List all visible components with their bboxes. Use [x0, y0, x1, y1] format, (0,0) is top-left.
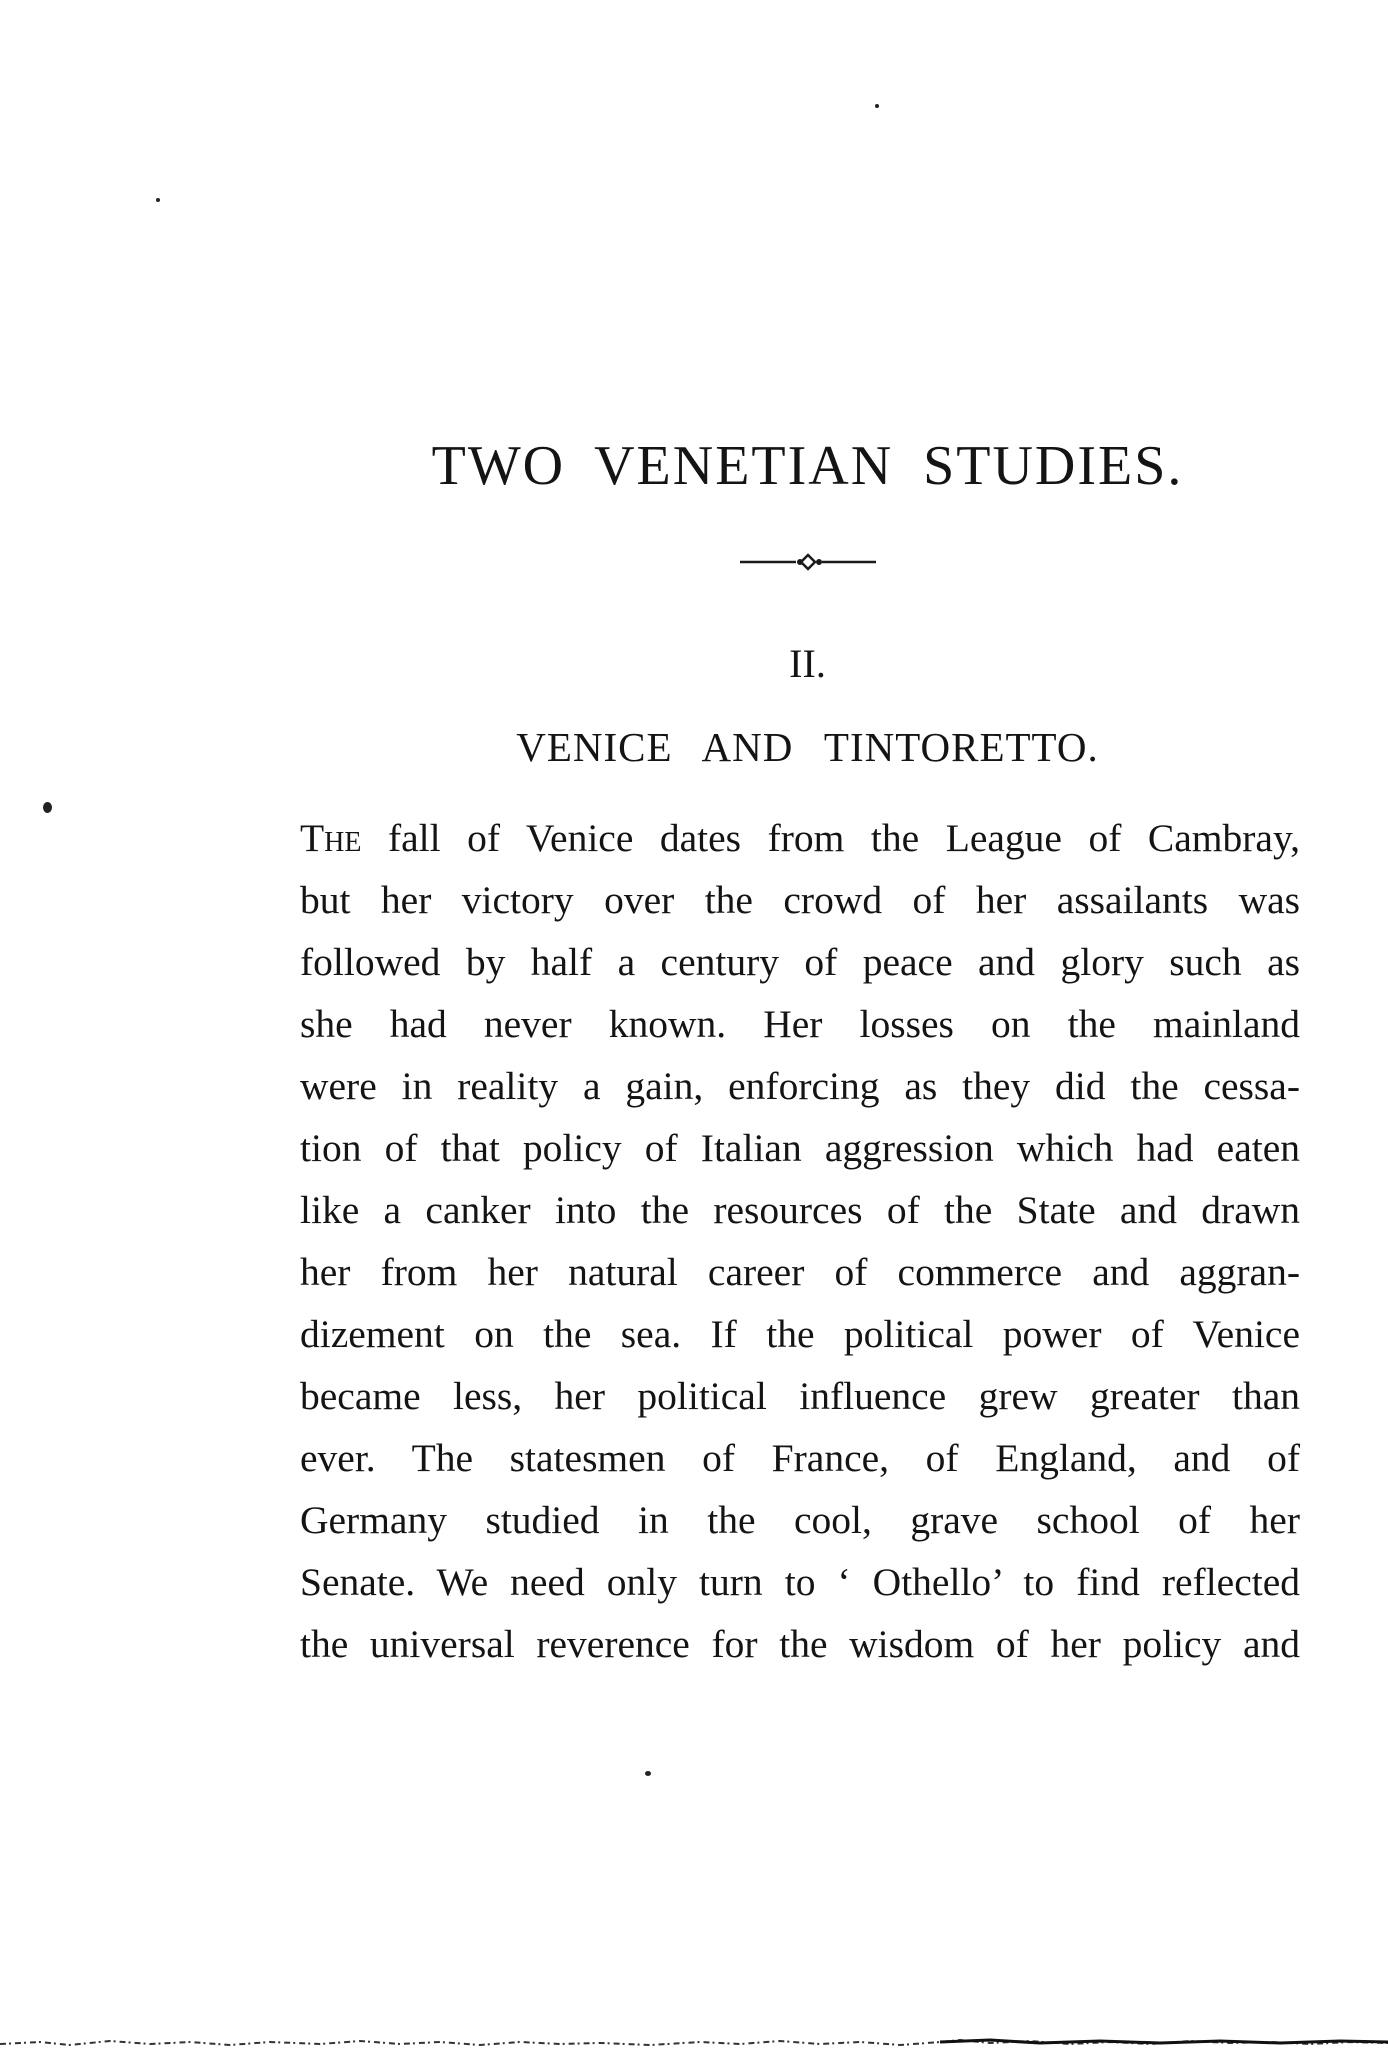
body-line: followed by half a century of peace and glory such as — [300, 940, 1300, 984]
body-line: tion of that policy of Italian aggression which had eaten — [300, 1126, 1300, 1170]
running-title: TWO VENETIAN STUDIES. — [431, 435, 1184, 497]
body-line: her from her natural career of commerce and aggran- — [300, 1250, 1300, 1294]
body-line — [300, 807, 1300, 869]
body-line: like a canker into the resources of the State and drawn — [300, 1188, 1300, 1232]
body-line: ever. The statesmen of France, of England, and of — [300, 1436, 1300, 1480]
print-speck — [645, 1771, 651, 1776]
ornament-divider — [738, 550, 878, 574]
print-speck — [875, 104, 879, 108]
print-speck — [43, 802, 52, 813]
body-line: but her victory over the crowd of her assailants was — [300, 878, 1300, 922]
body-line: were in reality a gain, enforcing as they did the cessa- — [300, 1064, 1300, 1108]
body-line: the universal reverence for the wisdom of her policy and — [300, 1622, 1300, 1666]
chapter-title: VENICE AND TINTORETTO. — [516, 724, 1099, 770]
scan-edge-noise — [0, 2032, 1388, 2050]
body-line: dizement on the sea. If the political power of Venice — [300, 1312, 1300, 1356]
body-line: Senate. We need only turn to ‘ Othello’ to find reflected — [300, 1560, 1300, 1604]
body-line: Germany studied in the cool, grave school of her — [300, 1498, 1300, 1542]
opening-word: The — [300, 816, 362, 860]
print-speck — [156, 198, 160, 202]
body-line: became less, her political influence grew greater than — [300, 1374, 1300, 1418]
chapter-number: II. — [789, 641, 826, 686]
body-line-text: fall of Venice dates from the League of Cambray, — [361, 816, 1300, 860]
body-paragraph — [300, 807, 1300, 1675]
body-line: she had never known. Her losses on the mainland — [300, 1002, 1300, 1046]
